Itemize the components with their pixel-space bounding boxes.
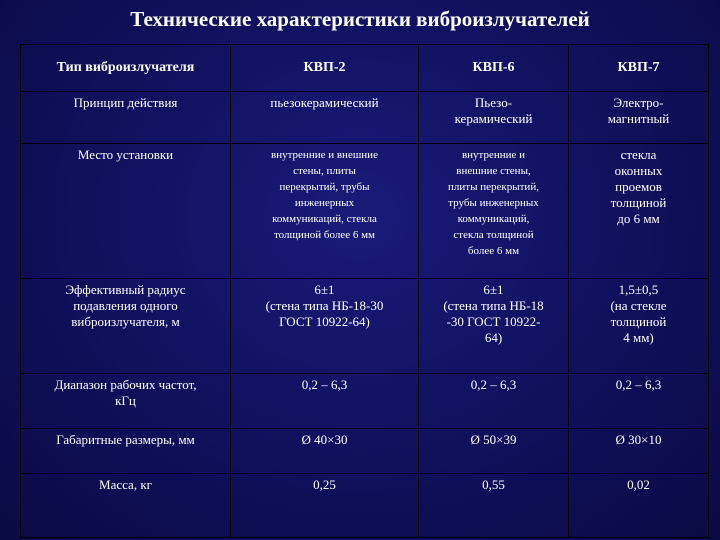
table-header-row	[21, 45, 709, 92]
row-label-radius: Эффективный радиус подавления одного виброизлучателя, м	[21, 279, 231, 373]
header-kvp-2: КВП-2	[231, 45, 419, 92]
table-row	[21, 474, 709, 538]
row-label-mass: Масса, кг	[21, 474, 231, 538]
cell-dimensions-kvp-6: Ø 50×39	[419, 429, 569, 474]
cell-dimensions-kvp-2: Ø 40×30	[231, 429, 419, 474]
cell-location-kvp-7: стекла оконных проемов толщиной до 6 мм	[569, 143, 709, 279]
table-row	[21, 373, 709, 428]
table-row	[21, 92, 709, 143]
table-row	[21, 143, 709, 279]
cell-radius-kvp-7: 1,5±0,5 (на стекле толщиной 4 мм)	[569, 279, 709, 373]
cell-mass-kvp-6: 0,55	[419, 474, 569, 538]
cell-principle-kvp-6: Пьезо- керамический	[419, 92, 569, 143]
table-row	[21, 279, 709, 373]
cell-location-kvp-2: внутренние и внешние стены, плиты перекрытий, трубы инженерных коммуникаций, стекла толщиной более 6 мм	[231, 143, 419, 279]
cell-frequency-kvp-6: 0,2 – 6,3	[419, 373, 569, 428]
header-type: Тип виброизлучателя	[21, 45, 231, 92]
cell-mass-kvp-7: 0,02	[569, 474, 709, 538]
cell-location-kvp-6: внутренние и внешние стены, плиты перекрытий, трубы инженерных коммуникаций, стекла толщиной более 6 мм	[419, 143, 569, 279]
table-row	[21, 429, 709, 474]
header-kvp-7: КВП-7	[569, 45, 709, 92]
specifications-table	[20, 44, 709, 538]
cell-radius-kvp-2: 6±1 (стена типа НБ-18-30 ГОСТ 10922-64)	[231, 279, 419, 373]
header-kvp-6: КВП-6	[419, 45, 569, 92]
row-label-principle: Принцип действия	[21, 92, 231, 143]
row-label-location: Место установки	[21, 143, 231, 279]
cell-dimensions-kvp-7: Ø 30×10	[569, 429, 709, 474]
cell-principle-kvp-7: Электро- магнитный	[569, 92, 709, 143]
cell-frequency-kvp-2: 0,2 – 6,3	[231, 373, 419, 428]
row-label-dimensions: Габаритные размеры, мм	[21, 429, 231, 474]
cell-frequency-kvp-7: 0,2 – 6,3	[569, 373, 709, 428]
slide-title: Технические характеристики виброизлучателей	[130, 7, 590, 31]
row-label-frequency: Диапазон рабочих частот, кГц	[21, 373, 231, 428]
cell-radius-kvp-6: 6±1 (стена типа НБ-18 -30 ГОСТ 10922- 64)	[419, 279, 569, 373]
cell-principle-kvp-2: пьезокерамический	[231, 92, 419, 143]
cell-mass-kvp-2: 0,25	[231, 474, 419, 538]
